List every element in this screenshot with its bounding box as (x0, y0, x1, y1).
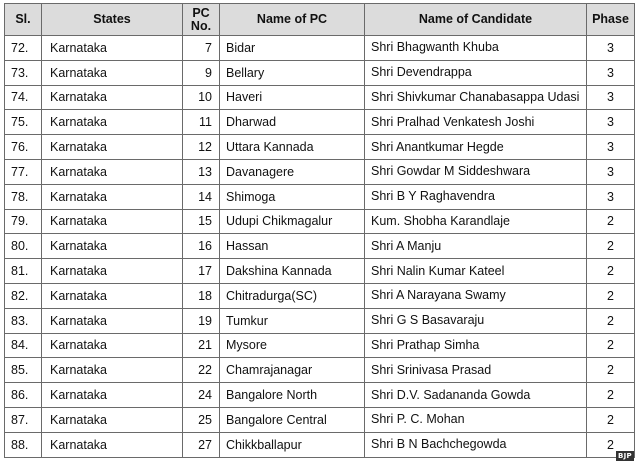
cell-pc-name: Chitradurga(SC) (220, 283, 365, 308)
cell-state: Karnataka (42, 36, 183, 61)
header-phase: Phase (587, 4, 635, 36)
cell-phase: 2 (587, 234, 635, 259)
table-row (5, 36, 635, 61)
cell-pc-no: 25 (183, 407, 220, 432)
table-row (5, 259, 635, 284)
header-pc-no-line2: No. (190, 18, 212, 33)
cell-state: Karnataka (42, 383, 183, 408)
table-row (5, 135, 635, 160)
cell-sl: 82. (5, 283, 42, 308)
table-row (5, 308, 635, 333)
bjp-watermark: BJP (618, 452, 632, 460)
cell-phase: 2 (587, 358, 635, 383)
cell-pc-no: 19 (183, 308, 220, 333)
cell-candidate: Shri Srinivasa Prasad (365, 358, 587, 383)
cell-pc-no: 24 (183, 383, 220, 408)
cell-pc-no: 15 (183, 209, 220, 234)
cell-pc-no: 14 (183, 184, 220, 209)
cell-pc-no: 10 (183, 85, 220, 110)
cell-sl: 81. (5, 259, 42, 284)
cell-candidate: Shri B N Bachchegowda (365, 432, 587, 457)
cell-phase: 2 (587, 209, 635, 234)
cell-pc-no: 21 (183, 333, 220, 358)
header-name-of-candidate: Name of Candidate (365, 4, 587, 36)
cell-sl: 73. (5, 60, 42, 85)
table-row (5, 358, 635, 383)
cell-sl: 85. (5, 358, 42, 383)
cell-candidate: Shri Devendrappa (365, 60, 587, 85)
cell-phase: 2 (587, 407, 635, 432)
cell-pc-no: 7 (183, 36, 220, 61)
cell-sl: 83. (5, 308, 42, 333)
table-row (5, 407, 635, 432)
table-row (5, 283, 635, 308)
table-row (5, 432, 635, 457)
cell-phase: 3 (587, 60, 635, 85)
cell-phase: 3 (587, 159, 635, 184)
cell-candidate: Shri Nalin Kumar Kateel (365, 259, 587, 284)
cell-pc-name: Uttara Kannada (220, 135, 365, 160)
cell-sl: 78. (5, 184, 42, 209)
cell-candidate: Shri D.V. Sadananda Gowda (365, 383, 587, 408)
cell-sl: 84. (5, 333, 42, 358)
cell-state: Karnataka (42, 308, 183, 333)
cell-phase: 3 (587, 135, 635, 160)
header-pc-no-line1: PC (192, 5, 210, 20)
cell-candidate: Shri A Narayana Swamy (365, 283, 587, 308)
table-row (5, 60, 635, 85)
cell-sl: 88. (5, 432, 42, 457)
cell-candidate: Shri G S Basavaraju (365, 308, 587, 333)
cell-phase: 3 (587, 110, 635, 135)
cell-pc-name: Chikkballapur (220, 432, 365, 457)
table-row (5, 333, 635, 358)
cell-sl: 75. (5, 110, 42, 135)
cell-candidate: Shri Shivkumar Chanabasappa Udasi (365, 85, 587, 110)
cell-pc-no: 9 (183, 60, 220, 85)
table-header (5, 4, 635, 36)
cell-pc-no: 18 (183, 283, 220, 308)
cell-phase: 3 (587, 184, 635, 209)
table-row (5, 209, 635, 234)
cell-candidate: Shri Gowdar M Siddeshwara (365, 159, 587, 184)
cell-state: Karnataka (42, 159, 183, 184)
cell-pc-name: Chamrajanagar (220, 358, 365, 383)
cell-sl: 80. (5, 234, 42, 259)
header-name-of-pc: Name of PC (220, 4, 365, 36)
table-row (5, 110, 635, 135)
cell-phase: 3 (587, 36, 635, 61)
cell-state: Karnataka (42, 234, 183, 259)
cell-phase: 2 (587, 333, 635, 358)
cell-state: Karnataka (42, 333, 183, 358)
cell-state: Karnataka (42, 135, 183, 160)
table-row (5, 383, 635, 408)
table-row (5, 234, 635, 259)
cell-candidate: Shri Prathap Simha (365, 333, 587, 358)
cell-pc-name: Hassan (220, 234, 365, 259)
cell-state: Karnataka (42, 60, 183, 85)
cell-state: Karnataka (42, 358, 183, 383)
cell-sl: 76. (5, 135, 42, 160)
cell-pc-no: 16 (183, 234, 220, 259)
cell-pc-name: Bangalore Central (220, 407, 365, 432)
cell-state: Karnataka (42, 85, 183, 110)
cell-state: Karnataka (42, 209, 183, 234)
cell-pc-no: 11 (183, 110, 220, 135)
cell-pc-name: Dharwad (220, 110, 365, 135)
cell-phase: 2 (587, 283, 635, 308)
cell-pc-name: Bangalore North (220, 383, 365, 408)
cell-pc-name: Shimoga (220, 184, 365, 209)
cell-pc-no: 13 (183, 159, 220, 184)
table-row (5, 184, 635, 209)
cell-candidate: Shri Pralhad Venkatesh Joshi (365, 110, 587, 135)
cell-candidate: Shri A Manju (365, 234, 587, 259)
cell-candidate: Shri B Y Raghavendra (365, 184, 587, 209)
cell-pc-no: 17 (183, 259, 220, 284)
cell-phase: 3 (587, 85, 635, 110)
cell-pc-name: Mysore (220, 333, 365, 358)
cell-pc-no: 27 (183, 432, 220, 457)
cell-sl: 77. (5, 159, 42, 184)
cell-pc-name: Dakshina Kannada (220, 259, 365, 284)
cell-sl: 79. (5, 209, 42, 234)
table-body (5, 36, 635, 458)
table-row (5, 85, 635, 110)
header-row (5, 4, 635, 36)
cell-sl: 74. (5, 85, 42, 110)
candidate-table (4, 3, 635, 458)
cell-pc-name: Udupi Chikmagalur (220, 209, 365, 234)
cell-pc-no: 22 (183, 358, 220, 383)
cell-candidate: Shri Bhagwanth Khuba (365, 36, 587, 61)
cell-candidate: Kum. Shobha Karandlaje (365, 209, 587, 234)
cell-phase: 2 (587, 308, 635, 333)
header-states: States (42, 4, 183, 36)
cell-state: Karnataka (42, 432, 183, 457)
cell-state: Karnataka (42, 184, 183, 209)
cell-phase: 2 (587, 432, 635, 457)
cell-candidate: Shri P. C. Mohan (365, 407, 587, 432)
cell-candidate: Shri Anantkumar Hegde (365, 135, 587, 160)
cell-pc-name: Bellary (220, 60, 365, 85)
header-pc-no (183, 4, 220, 36)
cell-pc-name: Davanagere (220, 159, 365, 184)
cell-pc-no: 12 (183, 135, 220, 160)
cell-phase: 2 (587, 383, 635, 408)
cell-pc-name: Tumkur (220, 308, 365, 333)
cell-pc-name: Bidar (220, 36, 365, 61)
cell-sl: 86. (5, 383, 42, 408)
cell-state: Karnataka (42, 110, 183, 135)
cell-sl: 87. (5, 407, 42, 432)
cell-phase: 2 (587, 259, 635, 284)
cell-state: Karnataka (42, 259, 183, 284)
header-sl: Sl. (5, 4, 42, 36)
table-row (5, 159, 635, 184)
cell-pc-name: Haveri (220, 85, 365, 110)
cell-sl: 72. (5, 36, 42, 61)
cell-state: Karnataka (42, 283, 183, 308)
cell-state: Karnataka (42, 407, 183, 432)
